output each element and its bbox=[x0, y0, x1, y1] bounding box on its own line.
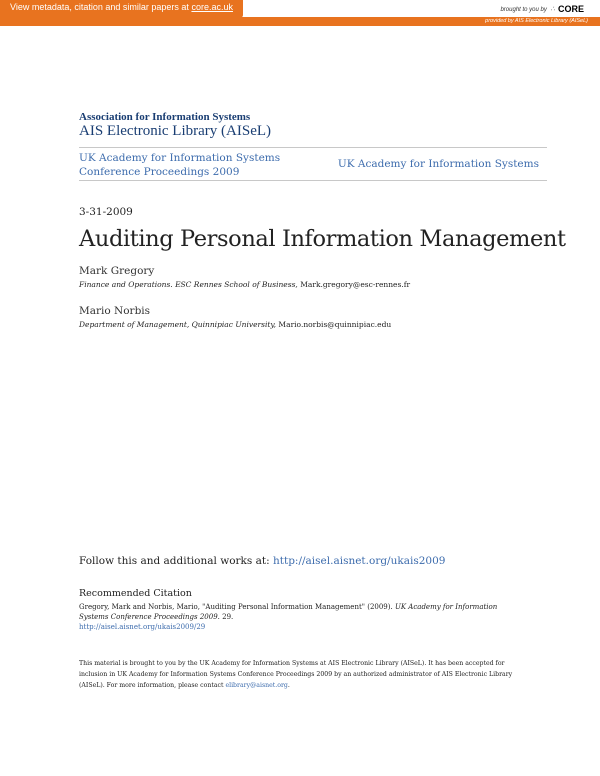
notice-end: . bbox=[287, 682, 290, 689]
citation-body bbox=[79, 602, 519, 632]
citation-suffix: . 29. bbox=[217, 613, 234, 621]
author-name: Mario Norbis bbox=[79, 305, 151, 317]
core-banner bbox=[0, 0, 600, 26]
core-brand[interactable] bbox=[500, 4, 584, 14]
author-2 bbox=[79, 305, 391, 329]
core-provided-strip bbox=[0, 17, 600, 26]
follow-line bbox=[79, 555, 445, 567]
association-header bbox=[79, 111, 271, 140]
publication-date: 3-31-2009 bbox=[79, 206, 133, 218]
contact-email-link[interactable]: elibrary@aisnet.org bbox=[225, 682, 288, 689]
core-logo-icon: ∴ bbox=[550, 6, 555, 13]
core-logo: CORE bbox=[557, 4, 584, 14]
core-metadata-link[interactable] bbox=[0, 0, 243, 18]
follow-text: Follow this and additional works at: bbox=[79, 555, 273, 567]
citation-journal: UK Academy for Information Systems Conference Proceedings 2009 bbox=[79, 603, 498, 621]
proceedings-row bbox=[79, 147, 547, 181]
author-affiliation bbox=[79, 320, 391, 329]
affiliation-text: Department of Management, Quinnipiac University, bbox=[79, 320, 277, 329]
affiliation-text: Finance and Operations. ESC Rennes School of Business, bbox=[79, 280, 298, 289]
academy-link[interactable]: UK Academy for Information Systems bbox=[337, 158, 539, 170]
author-1 bbox=[79, 265, 410, 289]
provided-by-text: provided by AIS Electronic Library (AISeL) bbox=[485, 18, 588, 24]
follow-link[interactable]: http://aisel.aisnet.org/ukais2009 bbox=[273, 555, 446, 567]
author-affiliation bbox=[79, 280, 410, 289]
citation-heading: Recommended Citation bbox=[79, 588, 192, 599]
core-banner-text: View metadata, citation and similar papers at bbox=[10, 2, 192, 12]
author-email: Mario.norbis@quinnipiac.edu bbox=[278, 320, 392, 329]
notice-text: This material is brought to you by the UK Academy for Information Systems at AIS Electronic Library (AISeL). It has been accepted for inclusion in UK Academy for Information Systems Conference Proceedings 2009 by an authorized administrator of AIS Electronic Library (AISeL). For more information, please contact bbox=[79, 660, 513, 689]
citation-link[interactable]: http://aisel.aisnet.org/ukais2009/29 bbox=[79, 623, 206, 631]
paper-title: Auditing Personal Information Management bbox=[79, 226, 566, 252]
proceedings-link[interactable]: UK Academy for Information Systems Conference Proceedings 2009 bbox=[79, 152, 281, 178]
author-name: Mark Gregory bbox=[79, 265, 155, 277]
inclusion-notice bbox=[79, 658, 529, 691]
association-name[interactable]: Association for Information Systems bbox=[79, 111, 251, 123]
brought-by-text: brought to you by bbox=[500, 7, 547, 13]
core-link[interactable]: core.ac.uk bbox=[191, 2, 233, 12]
citation-text: Gregory, Mark and Norbis, Mario, "Auditing Personal Information Management" (2009). bbox=[79, 603, 395, 611]
author-email: Mark.gregory@esc-rennes.fr bbox=[300, 280, 411, 289]
recommended-citation bbox=[79, 588, 519, 632]
library-name[interactable]: AIS Electronic Library (AISeL) bbox=[79, 123, 272, 139]
